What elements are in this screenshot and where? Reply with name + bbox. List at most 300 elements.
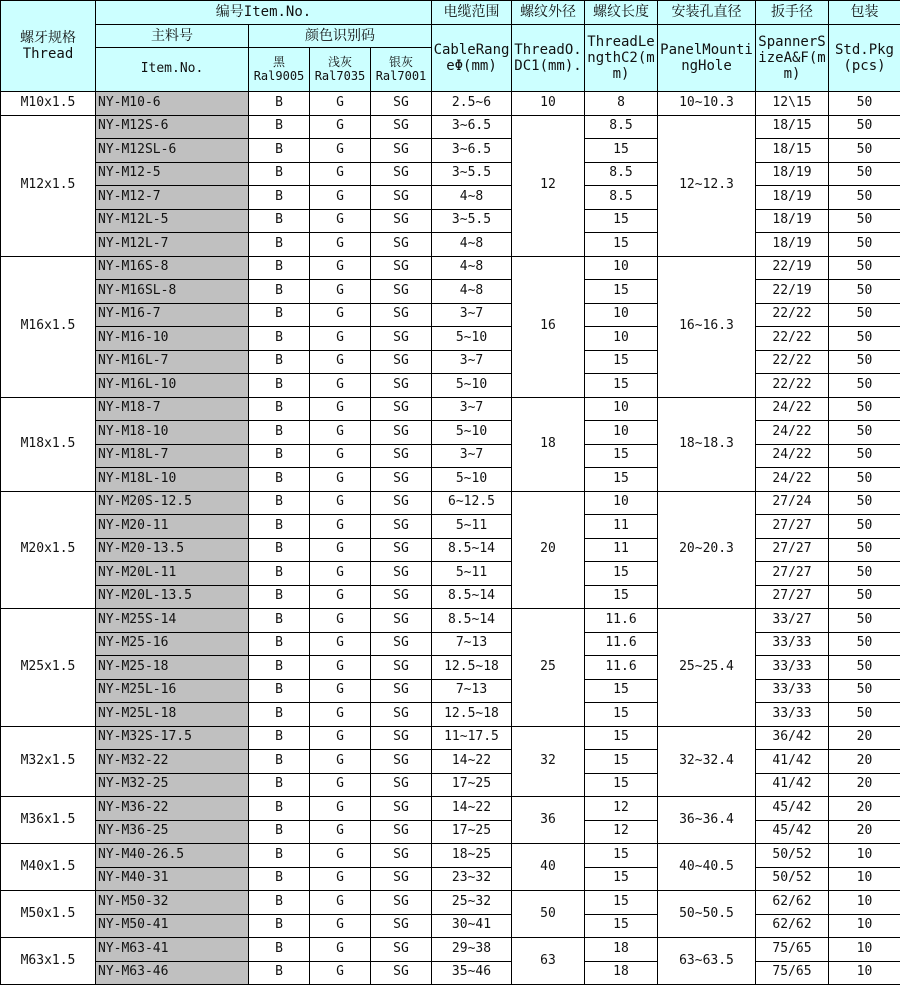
cell-item-no: NY-M63-46 xyxy=(96,961,249,985)
cell-cable-range: 3~7 xyxy=(432,444,512,468)
cell-spanner-size: 45/42 xyxy=(756,797,829,821)
cell-silver-gray: SG xyxy=(371,374,432,398)
cell-spanner-size: 22/22 xyxy=(756,303,829,327)
cell-light-gray: G xyxy=(310,562,371,586)
cell-std-pkg: 20 xyxy=(829,773,900,797)
table-row xyxy=(1,468,900,492)
cell-std-pkg: 20 xyxy=(829,726,900,750)
cell-thread: M40x1.5 xyxy=(1,844,96,891)
cell-spanner-size: 18/19 xyxy=(756,162,829,186)
cell-thread-od: 16 xyxy=(512,256,585,397)
cell-spanner-size: 24/22 xyxy=(756,397,829,421)
cell-light-gray: G xyxy=(310,327,371,351)
table-row xyxy=(1,491,900,515)
header-thread-len-cn: 螺纹长度 xyxy=(585,1,658,25)
cell-silver-gray: SG xyxy=(371,303,432,327)
cell-thread-length: 11 xyxy=(585,538,658,562)
cell-item-no: NY-M12L-7 xyxy=(96,233,249,257)
cell-black: B xyxy=(249,773,310,797)
cell-silver-gray: SG xyxy=(371,656,432,680)
cell-thread-length: 15 xyxy=(585,209,658,233)
cell-light-gray: G xyxy=(310,703,371,727)
table-row xyxy=(1,938,900,962)
cell-std-pkg: 50 xyxy=(829,468,900,492)
cell-light-gray: G xyxy=(310,585,371,609)
cell-item-no: NY-M18L-7 xyxy=(96,444,249,468)
cell-black: B xyxy=(249,844,310,868)
cell-light-gray: G xyxy=(310,468,371,492)
cell-cable-range: 30~41 xyxy=(432,914,512,938)
header-cable-range-cn: 电缆范围 xyxy=(432,1,512,25)
cell-item-no: NY-M25S-14 xyxy=(96,609,249,633)
cell-silver-gray: SG xyxy=(371,515,432,539)
cell-light-gray: G xyxy=(310,303,371,327)
cell-black: B xyxy=(249,867,310,891)
cell-item-no: NY-M16SL-8 xyxy=(96,280,249,304)
cell-thread-length: 15 xyxy=(585,703,658,727)
cell-thread: M63x1.5 xyxy=(1,938,96,985)
cell-thread: M10x1.5 xyxy=(1,92,96,116)
cell-cable-range: 5~10 xyxy=(432,421,512,445)
cell-panel-hole: 40~40.5 xyxy=(658,844,756,891)
cell-std-pkg: 50 xyxy=(829,609,900,633)
cell-black: B xyxy=(249,397,310,421)
cell-thread-od: 63 xyxy=(512,938,585,985)
cell-thread-length: 8.5 xyxy=(585,162,658,186)
cell-item-no: NY-M63-41 xyxy=(96,938,249,962)
header-light-gray: 浅灰 Ral7035 xyxy=(310,48,371,92)
cell-light-gray: G xyxy=(310,797,371,821)
cell-black: B xyxy=(249,797,310,821)
table-row xyxy=(1,844,900,868)
cell-item-no: NY-M18-7 xyxy=(96,397,249,421)
cell-black: B xyxy=(249,820,310,844)
cell-thread: M25x1.5 xyxy=(1,609,96,727)
cell-thread-length: 10 xyxy=(585,256,658,280)
cell-light-gray: G xyxy=(310,515,371,539)
cell-light-gray: G xyxy=(310,421,371,445)
cell-panel-hole: 12~12.3 xyxy=(658,115,756,256)
cell-silver-gray: SG xyxy=(371,703,432,727)
cell-item-no: NY-M32-22 xyxy=(96,750,249,774)
header-thread-od-cn: 螺纹外径 xyxy=(512,1,585,25)
cell-item-no: NY-M20-13.5 xyxy=(96,538,249,562)
header-main-no: 主料号 xyxy=(96,25,249,48)
cell-silver-gray: SG xyxy=(371,609,432,633)
table-row xyxy=(1,750,900,774)
cell-black: B xyxy=(249,162,310,186)
cell-spanner-size: 27/27 xyxy=(756,538,829,562)
table-row xyxy=(1,186,900,210)
cell-thread-length: 10 xyxy=(585,303,658,327)
cell-std-pkg: 50 xyxy=(829,162,900,186)
cell-silver-gray: SG xyxy=(371,867,432,891)
cell-black: B xyxy=(249,891,310,915)
cell-thread-length: 15 xyxy=(585,280,658,304)
cell-thread-length: 15 xyxy=(585,914,658,938)
cell-panel-hole: 36~36.4 xyxy=(658,797,756,844)
cell-std-pkg: 20 xyxy=(829,750,900,774)
cell-thread-length: 15 xyxy=(585,726,658,750)
cell-black: B xyxy=(249,585,310,609)
cell-std-pkg: 50 xyxy=(829,256,900,280)
cell-cable-range: 18~25 xyxy=(432,844,512,868)
table-row xyxy=(1,562,900,586)
cell-thread-length: 15 xyxy=(585,773,658,797)
cell-silver-gray: SG xyxy=(371,726,432,750)
cell-silver-gray: SG xyxy=(371,92,432,116)
cell-item-no: NY-M12-5 xyxy=(96,162,249,186)
cell-item-no: NY-M16-10 xyxy=(96,327,249,351)
cell-light-gray: G xyxy=(310,280,371,304)
cell-spanner-size: 62/62 xyxy=(756,891,829,915)
header-pkg-cn: 包装 xyxy=(829,1,900,25)
cell-thread-length: 10 xyxy=(585,327,658,351)
cell-std-pkg: 50 xyxy=(829,632,900,656)
cell-item-no: NY-M32-25 xyxy=(96,773,249,797)
cell-light-gray: G xyxy=(310,844,371,868)
cell-std-pkg: 50 xyxy=(829,233,900,257)
cell-light-gray: G xyxy=(310,891,371,915)
table-row xyxy=(1,115,900,139)
cell-std-pkg: 50 xyxy=(829,444,900,468)
cell-thread-length: 10 xyxy=(585,397,658,421)
cell-black: B xyxy=(249,350,310,374)
cell-cable-range: 3~6.5 xyxy=(432,115,512,139)
cell-light-gray: G xyxy=(310,867,371,891)
cell-std-pkg: 50 xyxy=(829,397,900,421)
cell-thread-length: 10 xyxy=(585,491,658,515)
table-row xyxy=(1,92,900,116)
cell-black: B xyxy=(249,538,310,562)
cell-cable-range: 7~13 xyxy=(432,632,512,656)
cell-cable-range: 4~8 xyxy=(432,280,512,304)
cell-item-no: NY-M10-6 xyxy=(96,92,249,116)
table-row xyxy=(1,538,900,562)
cell-std-pkg: 50 xyxy=(829,209,900,233)
cell-silver-gray: SG xyxy=(371,209,432,233)
cell-thread-length: 15 xyxy=(585,844,658,868)
cell-light-gray: G xyxy=(310,350,371,374)
cell-item-no: NY-M12L-5 xyxy=(96,209,249,233)
cell-panel-hole: 16~16.3 xyxy=(658,256,756,397)
cell-silver-gray: SG xyxy=(371,491,432,515)
cell-silver-gray: SG xyxy=(371,280,432,304)
table-row xyxy=(1,280,900,304)
cell-light-gray: G xyxy=(310,233,371,257)
cell-light-gray: G xyxy=(310,444,371,468)
table-row xyxy=(1,327,900,351)
header-thread-od-en: ThreadO.DC1(mm). xyxy=(512,25,585,92)
cell-light-gray: G xyxy=(310,938,371,962)
cell-thread-length: 12 xyxy=(585,797,658,821)
cell-std-pkg: 50 xyxy=(829,280,900,304)
cell-cable-range: 3~7 xyxy=(432,303,512,327)
cell-spanner-size: 33/33 xyxy=(756,656,829,680)
cell-silver-gray: SG xyxy=(371,233,432,257)
cell-black: B xyxy=(249,374,310,398)
cell-silver-gray: SG xyxy=(371,750,432,774)
cell-std-pkg: 50 xyxy=(829,679,900,703)
cell-cable-range: 4~8 xyxy=(432,186,512,210)
cell-cable-range: 8.5~14 xyxy=(432,538,512,562)
cell-thread-length: 10 xyxy=(585,421,658,445)
cell-thread-length: 15 xyxy=(585,350,658,374)
cell-black: B xyxy=(249,703,310,727)
cell-light-gray: G xyxy=(310,538,371,562)
cell-std-pkg: 50 xyxy=(829,703,900,727)
cell-thread-length: 12 xyxy=(585,820,658,844)
cell-spanner-size: 24/22 xyxy=(756,444,829,468)
cell-spanner-size: 62/62 xyxy=(756,914,829,938)
cell-thread-length: 8.5 xyxy=(585,186,658,210)
cell-silver-gray: SG xyxy=(371,139,432,163)
cell-spanner-size: 33/33 xyxy=(756,679,829,703)
cell-item-no: NY-M50-32 xyxy=(96,891,249,915)
cell-black: B xyxy=(249,938,310,962)
cell-panel-hole: 25~25.4 xyxy=(658,609,756,727)
cell-cable-range: 6~12.5 xyxy=(432,491,512,515)
cell-black: B xyxy=(249,115,310,139)
cell-silver-gray: SG xyxy=(371,327,432,351)
cell-std-pkg: 50 xyxy=(829,92,900,116)
cell-thread: M50x1.5 xyxy=(1,891,96,938)
cell-black: B xyxy=(249,280,310,304)
table-row xyxy=(1,632,900,656)
cell-silver-gray: SG xyxy=(371,773,432,797)
cell-spanner-size: 75/65 xyxy=(756,961,829,985)
cell-spanner-size: 18/15 xyxy=(756,115,829,139)
cell-thread: M18x1.5 xyxy=(1,397,96,491)
cell-black: B xyxy=(249,726,310,750)
cell-thread-od: 20 xyxy=(512,491,585,609)
cell-silver-gray: SG xyxy=(371,820,432,844)
table-row xyxy=(1,421,900,445)
header-color-code: 颜色识别码 xyxy=(249,25,432,48)
cell-thread-length: 8.5 xyxy=(585,115,658,139)
header-silver-gray: 银灰 Ral7001 xyxy=(371,48,432,92)
cell-spanner-size: 45/42 xyxy=(756,820,829,844)
cell-item-no: NY-M36-22 xyxy=(96,797,249,821)
table-row xyxy=(1,585,900,609)
cell-spanner-size: 24/22 xyxy=(756,468,829,492)
cell-black: B xyxy=(249,233,310,257)
cell-std-pkg: 50 xyxy=(829,186,900,210)
table-row xyxy=(1,444,900,468)
cell-thread-od: 10 xyxy=(512,92,585,116)
header-cable-range-en: CableRangeΦ(mm) xyxy=(432,25,512,92)
cell-std-pkg: 50 xyxy=(829,421,900,445)
header-thread-len-en: ThreadLengthC2(mm) xyxy=(585,25,658,92)
header-item-group: 编号Item.No. xyxy=(96,1,432,25)
cell-black: B xyxy=(249,750,310,774)
cell-light-gray: G xyxy=(310,820,371,844)
cell-std-pkg: 50 xyxy=(829,115,900,139)
cell-spanner-size: 18/19 xyxy=(756,209,829,233)
cell-thread-length: 8 xyxy=(585,92,658,116)
cell-item-no: NY-M16S-8 xyxy=(96,256,249,280)
cell-item-no: NY-M25-18 xyxy=(96,656,249,680)
cell-black: B xyxy=(249,92,310,116)
cell-spanner-size: 75/65 xyxy=(756,938,829,962)
cell-black: B xyxy=(249,656,310,680)
cell-cable-range: 25~32 xyxy=(432,891,512,915)
cell-item-no: NY-M20S-12.5 xyxy=(96,491,249,515)
table-body xyxy=(1,92,900,985)
cell-black: B xyxy=(249,515,310,539)
cell-cable-range: 3~7 xyxy=(432,397,512,421)
cell-cable-range: 3~6.5 xyxy=(432,139,512,163)
cell-silver-gray: SG xyxy=(371,891,432,915)
cell-thread-length: 11.6 xyxy=(585,632,658,656)
cell-silver-gray: SG xyxy=(371,679,432,703)
cell-thread-od: 40 xyxy=(512,844,585,891)
cell-cable-range: 2.5~6 xyxy=(432,92,512,116)
cell-spanner-size: 50/52 xyxy=(756,867,829,891)
cell-cable-range: 3~7 xyxy=(432,350,512,374)
cell-std-pkg: 10 xyxy=(829,914,900,938)
cell-thread-length: 15 xyxy=(585,585,658,609)
cell-cable-range: 4~8 xyxy=(432,256,512,280)
table-row xyxy=(1,139,900,163)
cell-spanner-size: 27/27 xyxy=(756,515,829,539)
cell-spanner-size: 33/27 xyxy=(756,609,829,633)
cell-cable-range: 3~5.5 xyxy=(432,209,512,233)
cell-spanner-size: 36/42 xyxy=(756,726,829,750)
cell-std-pkg: 50 xyxy=(829,327,900,351)
cell-black: B xyxy=(249,632,310,656)
cell-black: B xyxy=(249,421,310,445)
cell-silver-gray: SG xyxy=(371,115,432,139)
cell-panel-hole: 10~10.3 xyxy=(658,92,756,116)
cell-silver-gray: SG xyxy=(371,797,432,821)
cell-silver-gray: SG xyxy=(371,538,432,562)
cell-item-no: NY-M12SL-6 xyxy=(96,139,249,163)
cell-std-pkg: 50 xyxy=(829,515,900,539)
cell-panel-hole: 32~32.4 xyxy=(658,726,756,797)
cell-cable-range: 14~22 xyxy=(432,797,512,821)
cell-silver-gray: SG xyxy=(371,421,432,445)
table-row xyxy=(1,891,900,915)
header-panel-en: PanelMountingHole xyxy=(658,25,756,92)
cell-light-gray: G xyxy=(310,750,371,774)
cell-std-pkg: 50 xyxy=(829,139,900,163)
cell-silver-gray: SG xyxy=(371,914,432,938)
cell-panel-hole: 20~20.3 xyxy=(658,491,756,609)
table-row xyxy=(1,703,900,727)
cell-silver-gray: SG xyxy=(371,468,432,492)
cell-black: B xyxy=(249,139,310,163)
cell-thread-od: 18 xyxy=(512,397,585,491)
cell-std-pkg: 50 xyxy=(829,538,900,562)
table-row xyxy=(1,914,900,938)
cell-cable-range: 29~38 xyxy=(432,938,512,962)
cell-light-gray: G xyxy=(310,162,371,186)
cell-cable-range: 5~10 xyxy=(432,327,512,351)
cell-thread-length: 15 xyxy=(585,562,658,586)
cell-spanner-size: 50/52 xyxy=(756,844,829,868)
table-row xyxy=(1,820,900,844)
cell-cable-range: 4~8 xyxy=(432,233,512,257)
table-row xyxy=(1,162,900,186)
cell-panel-hole: 18~18.3 xyxy=(658,397,756,491)
cell-spanner-size: 22/19 xyxy=(756,280,829,304)
cell-item-no: NY-M40-26.5 xyxy=(96,844,249,868)
cell-light-gray: G xyxy=(310,961,371,985)
cell-spanner-size: 18/19 xyxy=(756,233,829,257)
cell-cable-range: 17~25 xyxy=(432,773,512,797)
cell-light-gray: G xyxy=(310,632,371,656)
cell-spanner-size: 22/22 xyxy=(756,327,829,351)
cell-light-gray: G xyxy=(310,773,371,797)
cell-item-no: NY-M20L-11 xyxy=(96,562,249,586)
cell-black: B xyxy=(249,562,310,586)
cell-thread-length: 15 xyxy=(585,374,658,398)
cell-black: B xyxy=(249,444,310,468)
cell-cable-range: 8.5~14 xyxy=(432,585,512,609)
cell-cable-range: 7~13 xyxy=(432,679,512,703)
cell-item-no: NY-M18L-10 xyxy=(96,468,249,492)
cell-silver-gray: SG xyxy=(371,961,432,985)
cell-thread-length: 15 xyxy=(585,679,658,703)
cell-thread-length: 15 xyxy=(585,468,658,492)
cell-std-pkg: 20 xyxy=(829,820,900,844)
cell-cable-range: 5~11 xyxy=(432,515,512,539)
table-row xyxy=(1,233,900,257)
table-row xyxy=(1,515,900,539)
cell-light-gray: G xyxy=(310,397,371,421)
cell-std-pkg: 10 xyxy=(829,844,900,868)
cell-black: B xyxy=(249,468,310,492)
header-black: 黑 Ral9005 xyxy=(249,48,310,92)
cell-thread-length: 11.6 xyxy=(585,609,658,633)
table-row xyxy=(1,726,900,750)
cell-black: B xyxy=(249,914,310,938)
cell-item-no: NY-M12S-6 xyxy=(96,115,249,139)
cell-cable-range: 11~17.5 xyxy=(432,726,512,750)
cell-std-pkg: 10 xyxy=(829,961,900,985)
cell-thread: M32x1.5 xyxy=(1,726,96,797)
cell-std-pkg: 50 xyxy=(829,491,900,515)
table-row xyxy=(1,656,900,680)
cell-spanner-size: 22/22 xyxy=(756,350,829,374)
table-row xyxy=(1,679,900,703)
cell-item-no: NY-M36-25 xyxy=(96,820,249,844)
cell-light-gray: G xyxy=(310,115,371,139)
cell-silver-gray: SG xyxy=(371,938,432,962)
cell-thread-length: 15 xyxy=(585,444,658,468)
cell-light-gray: G xyxy=(310,609,371,633)
cell-item-no: NY-M50-41 xyxy=(96,914,249,938)
cell-silver-gray: SG xyxy=(371,350,432,374)
cell-spanner-size: 27/27 xyxy=(756,585,829,609)
cell-spanner-size: 33/33 xyxy=(756,703,829,727)
table-row xyxy=(1,397,900,421)
cell-black: B xyxy=(249,186,310,210)
table-row xyxy=(1,374,900,398)
cell-thread-od: 25 xyxy=(512,609,585,727)
cell-thread-length: 15 xyxy=(585,750,658,774)
cell-cable-range: 5~11 xyxy=(432,562,512,586)
cell-thread-length: 15 xyxy=(585,233,658,257)
cell-black: B xyxy=(249,209,310,233)
cell-std-pkg: 50 xyxy=(829,374,900,398)
cell-spanner-size: 41/42 xyxy=(756,773,829,797)
table-row xyxy=(1,209,900,233)
cell-light-gray: G xyxy=(310,92,371,116)
cell-item-no: NY-M16-7 xyxy=(96,303,249,327)
table-row xyxy=(1,609,900,633)
